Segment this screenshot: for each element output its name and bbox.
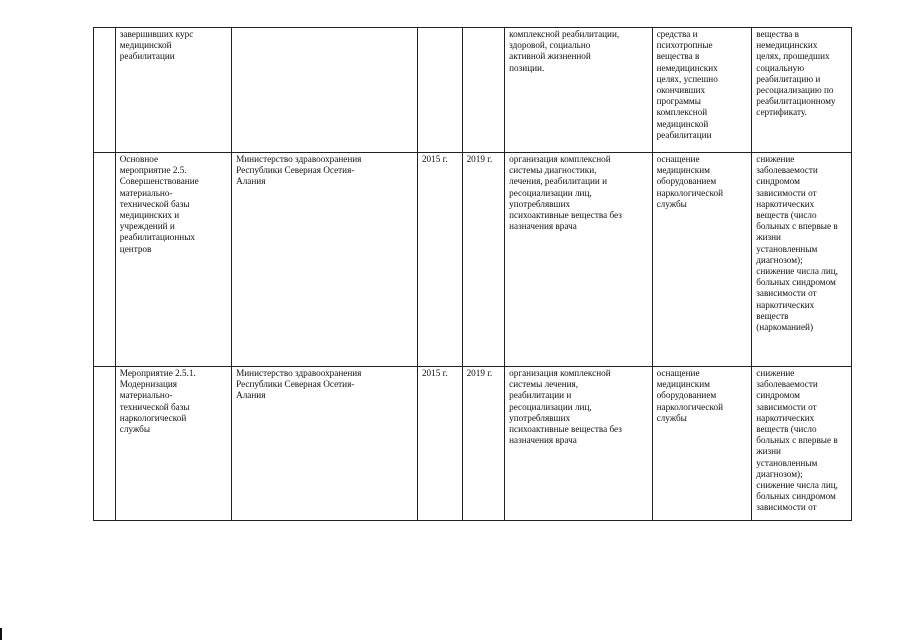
start-year-cell [417,28,462,153]
indicator-link-cell: снижение заболеваемости синдромом зависимости от наркотических веществ (число больных с впервые в жизни установленным диагнозом); снижение числа лиц, больных синдромом зависимости от наркотических веществ (наркоманией) [752,153,852,367]
start-year-cell: 2015 г. [417,367,462,521]
expected-result-cell: оснащение медицинским оборудованием наркологической службы [652,367,752,521]
expected-result-cell: оснащение медицинским оборудованием наркологической службы [652,153,752,367]
measure-name-cell: Мероприятие 2.5.1. Модернизация материально- технической базы наркологической службы [115,367,231,521]
executor-cell: Министерство здравоохранения Республики Северная Осетия- Алания [232,153,418,367]
directions-cell: комплексной реабилитации, здоровой, социально активной жизненной позиции. [505,28,652,153]
scan-edge-mark [0,628,2,640]
end-year-cell: 2019 г. [462,153,505,367]
table-row [94,153,852,367]
row-number-cell [94,153,116,367]
expected-result-cell: средства и психотропные вещества в немедицинских целях, успешно окончивших программы комплексной медицинской реабилитации [652,28,752,153]
executor-cell [232,28,418,153]
directions-cell: организация комплексной системы диагностики, лечения, реабилитации и ресоциализации лиц, употреблявших психоактивные вещества без назначения врача [505,153,652,367]
row-number-cell [94,367,116,521]
table-row [94,28,852,153]
indicator-link-cell: вещества в немедицинских целях, прошедших социальную реабилитацию и ресоциализацию по реабилитационному сертификату. [752,28,852,153]
program-measures-table [93,27,852,521]
measure-name-cell: Основное мероприятие 2.5. Совершенствование материально- технической базы медицинских и учреждений и реабилитационных центров [115,153,231,367]
measure-name-cell: завершивших курс медицинской реабилитации [115,28,231,153]
end-year-cell [462,28,505,153]
table-row [94,367,852,521]
start-year-cell: 2015 г. [417,153,462,367]
end-year-cell: 2019 г. [462,367,505,521]
indicator-link-cell: снижение заболеваемости синдромом зависимости от наркотических веществ (число больных с впервые в жизни установленным диагнозом); снижение числа лиц, больных синдромом зависимости от [752,367,852,521]
executor-cell: Министерство здравоохранения Республики Северная Осетия- Алания [232,367,418,521]
directions-cell: организация комплексной системы лечения, реабилитации и ресоциализации лиц, употреблявших психоактивные вещества без назначения врача [505,367,652,521]
row-number-cell [94,28,116,153]
